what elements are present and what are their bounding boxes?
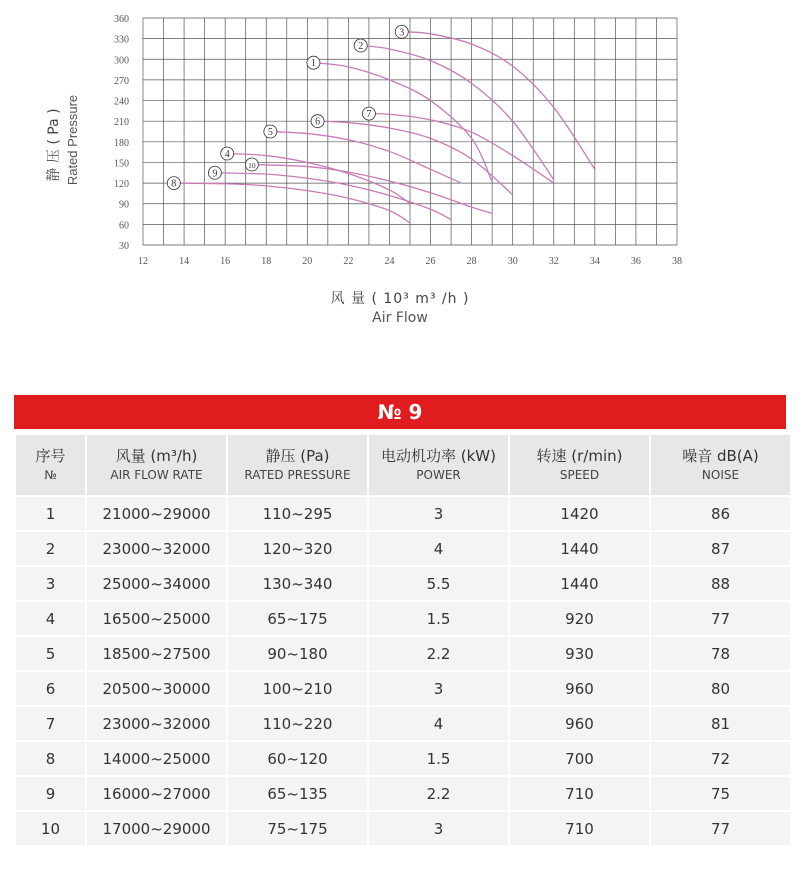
table-cell: 710: [510, 812, 649, 845]
x-tick-label: 22: [343, 256, 354, 267]
x-tick-label: 20: [302, 256, 313, 267]
table-cell: 110~220: [228, 707, 367, 740]
curve-label-10: 10: [248, 161, 256, 171]
column-header: [369, 435, 508, 495]
curve-8: [174, 183, 410, 223]
table-header-row: [16, 435, 790, 495]
curve-label-5: 5: [267, 127, 273, 138]
curve-label-6: 6: [315, 116, 321, 128]
column-header-cn: 序号: [35, 447, 66, 465]
table-cell: 8: [16, 742, 85, 775]
x-tick-label: 38: [672, 256, 682, 267]
x-tick-label: 36: [630, 256, 641, 267]
table-cell: 130~340: [228, 567, 367, 600]
table-cell: 7: [16, 707, 85, 740]
column-header: [651, 435, 790, 495]
curve-label-4: 4: [224, 149, 230, 161]
y-tick-label: 330: [114, 34, 129, 46]
table-cell: 700: [510, 742, 649, 775]
curve-label-7: 7: [366, 109, 372, 121]
curve-label-8: 8: [171, 178, 177, 190]
table-cell: 1.5: [369, 742, 508, 775]
column-header: [510, 435, 649, 495]
x-tick-label: 32: [548, 256, 559, 267]
table-cell: 120~320: [228, 532, 367, 565]
table-cell: 2.2: [369, 777, 508, 810]
column-header-cn: 电动机功率 (kW): [381, 447, 496, 465]
curve-10: [252, 165, 492, 214]
table-row: [16, 812, 790, 845]
curve-7: [369, 114, 554, 183]
table-cell: 21000~29000: [87, 497, 226, 530]
table-cell: 1440: [510, 532, 649, 565]
x-tick-label: 12: [138, 256, 148, 267]
table-cell: 14000~25000: [87, 742, 226, 775]
table-row: [16, 637, 790, 670]
table-cell: 1: [16, 497, 85, 530]
model-title-bar: № 9: [14, 395, 786, 429]
table-cell: 60~120: [228, 742, 367, 775]
table-row: [16, 567, 790, 600]
y-tick-label: 360: [114, 14, 129, 25]
y-tick-label: 60: [119, 220, 129, 232]
y-tick-label: 240: [114, 96, 129, 108]
y-tick-label: 210: [114, 117, 129, 129]
table-body: [16, 497, 790, 845]
curve-label-2: 2: [358, 41, 364, 53]
column-header: [87, 435, 226, 495]
y-tick-label: 90: [119, 199, 129, 211]
x-tick-label: 34: [589, 256, 600, 267]
column-header: [228, 435, 367, 495]
column-header-en: RATED PRESSURE: [244, 468, 351, 482]
x-tick-label: 26: [425, 256, 436, 267]
column-header-cn: 静压 (Pa): [265, 447, 330, 465]
table-cell: 930: [510, 637, 649, 670]
table-cell: 87: [651, 532, 790, 565]
table-cell: 1.5: [369, 602, 508, 635]
table-cell: 65~135: [228, 777, 367, 810]
table-cell: 25000~34000: [87, 567, 226, 600]
column-header-cn: 转速 (r/min): [536, 447, 623, 465]
table-cell: 960: [510, 672, 649, 705]
table-cell: 23000~32000: [87, 532, 226, 565]
y-tick-label: 150: [114, 158, 129, 170]
table-cell: 65~175: [228, 602, 367, 635]
table-cell: 10: [16, 812, 85, 845]
table-cell: 81: [651, 707, 790, 740]
table-cell: 1420: [510, 497, 649, 530]
table-cell: 16000~27000: [87, 777, 226, 810]
table-cell: 18500~27500: [87, 637, 226, 670]
table-cell: 5: [16, 637, 85, 670]
x-tick-label: 28: [466, 256, 477, 267]
table-row: [16, 742, 790, 775]
table-row: [16, 707, 790, 740]
column-header: [16, 435, 85, 495]
table-cell: 4: [369, 707, 508, 740]
curve-6: [318, 121, 513, 195]
y-tick-label: 300: [114, 55, 129, 67]
x-tick-label: 14: [179, 256, 190, 267]
x-tick-label: 24: [384, 256, 395, 267]
table-cell: 88: [651, 567, 790, 600]
table-cell: 86: [651, 497, 790, 530]
table-cell: 75~175: [228, 812, 367, 845]
y-axis-label-cn: 静 压 ( Pa ): [46, 108, 62, 182]
x-axis-label-en: Air Flow: [372, 310, 428, 326]
curve-label-9: 9: [212, 168, 218, 180]
y-tick-label: 180: [114, 137, 129, 149]
table-cell: 3: [16, 567, 85, 600]
spec-table: [14, 433, 792, 847]
table-cell: 77: [651, 812, 790, 845]
column-header-en: POWER: [416, 468, 461, 482]
table-row: [16, 532, 790, 565]
table-cell: 77: [651, 602, 790, 635]
y-tick-label: 30: [119, 241, 129, 252]
x-axis-label-cn: 风 量 ( 10³ m³ /h ): [330, 291, 470, 307]
column-header-en: SPEED: [559, 468, 600, 482]
x-tick-label: 30: [507, 256, 518, 267]
table-row: [16, 777, 790, 810]
table-row: [16, 602, 790, 635]
table-cell: 17000~29000: [87, 812, 226, 845]
table-cell: 3: [369, 672, 508, 705]
table-cell: 3: [369, 812, 508, 845]
table-cell: 90~180: [228, 637, 367, 670]
table-cell: 2.2: [369, 637, 508, 670]
table-cell: 20500~30000: [87, 672, 226, 705]
curve-label-1: 1: [310, 58, 316, 70]
table-cell: 5.5: [369, 567, 508, 600]
column-header-en: №: [44, 468, 57, 482]
column-header-cn: 风量 (m³/h): [115, 447, 198, 465]
curve-label-3: 3: [399, 27, 405, 39]
table-cell: 9: [16, 777, 85, 810]
table-cell: 4: [16, 602, 85, 635]
curve-9: [215, 173, 451, 220]
table-cell: 2: [16, 532, 85, 565]
table-cell: 3: [369, 497, 508, 530]
table-cell: 16500~25000: [87, 602, 226, 635]
y-tick-label: 270: [114, 75, 129, 87]
chart-curves: [174, 32, 595, 223]
chart-grid: [143, 18, 677, 245]
table-cell: 1440: [510, 567, 649, 600]
y-axis-label-en: Rated Pressure: [65, 94, 80, 186]
x-axis-label: [300, 288, 500, 326]
y-tick-labels: [114, 14, 129, 252]
table-cell: 75: [651, 777, 790, 810]
table-cell: 80: [651, 672, 790, 705]
table-cell: 920: [510, 602, 649, 635]
table-row: [16, 497, 790, 530]
x-tick-labels: [138, 256, 682, 267]
column-header-en: AIR FLOW RATE: [110, 468, 203, 482]
table-cell: 960: [510, 707, 649, 740]
table-cell: 6: [16, 672, 85, 705]
table-cell: 710: [510, 777, 649, 810]
x-tick-label: 16: [220, 256, 231, 267]
column-header-cn: 噪音 dB(A): [682, 447, 759, 465]
table-cell: 110~295: [228, 497, 367, 530]
table-cell: 100~210: [228, 672, 367, 705]
table-cell: 4: [369, 532, 508, 565]
table-cell: 78: [651, 637, 790, 670]
table-cell: 23000~32000: [87, 707, 226, 740]
y-tick-label: 120: [114, 179, 129, 191]
table-cell: 72: [651, 742, 790, 775]
table-row: [16, 672, 790, 705]
x-tick-label: 18: [261, 256, 272, 267]
column-header-en: NOISE: [701, 468, 740, 482]
